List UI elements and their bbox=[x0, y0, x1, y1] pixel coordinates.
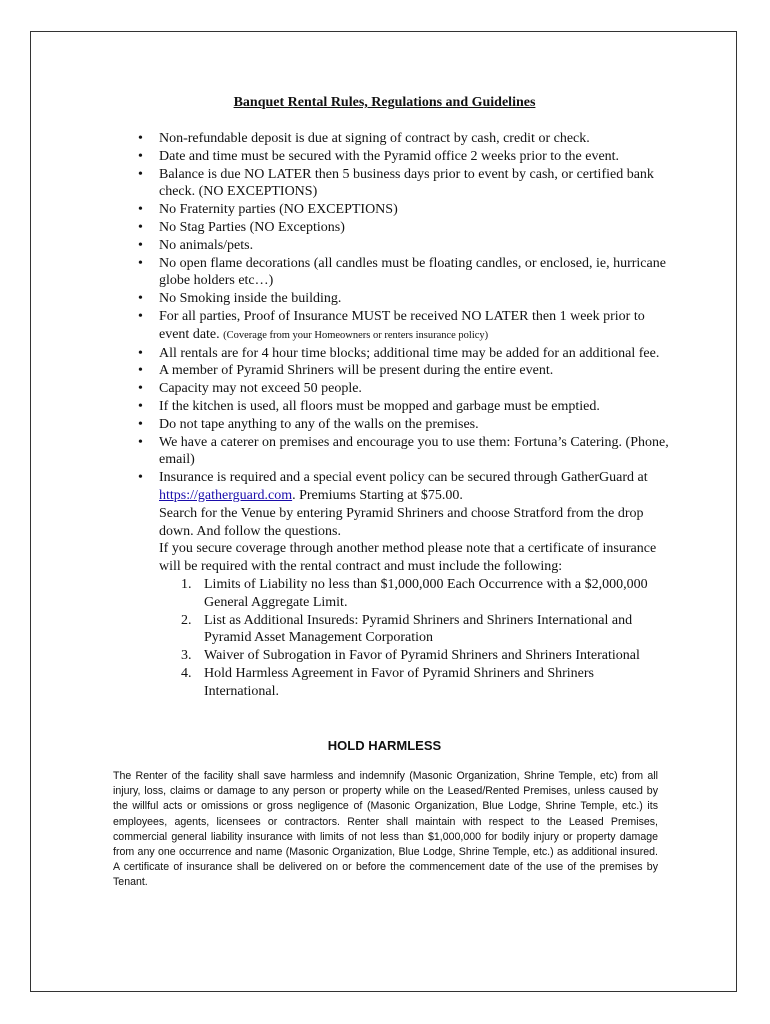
rule-item-insurance bbox=[159, 469, 671, 700]
requirement-number: 1. bbox=[181, 576, 192, 592]
requirement-text: Waiver of Subrogation in Favor of Pyramid Shriners and Shriners Interational bbox=[204, 648, 640, 664]
rule-item: • A member of Pyramid Shriners will be present during the entire event. bbox=[159, 362, 671, 380]
insurance-other-text: If you secure coverage through another method please note that a certificate of insurance will be required with the rental contract and must include the following: bbox=[159, 541, 657, 575]
requirement-text: Limits of Liability no less than $1,000,000 Each Occurrence with a $2,000,000 General Aggregate Limit. bbox=[204, 576, 648, 610]
requirement-text: List as Additional Insureds: Pyramid Shriners and Shriners International and Pyramid Asset Management Corporation bbox=[204, 612, 633, 646]
insurance-proof-text: For all parties, Proof of Insurance MUST be received NO LATER then 1 week prior to event date. bbox=[159, 308, 645, 342]
rules-list bbox=[159, 130, 671, 701]
gatherguard-link[interactable]: https://gatherguard.com bbox=[159, 487, 293, 503]
rule-item: • No Fraternity parties (NO EXCEPTIONS) bbox=[159, 201, 671, 219]
insurance-intro bbox=[159, 469, 671, 505]
hold-harmless-body: The Renter of the facility shall save harmless and indemnify (Masonic Organization, Shrine Temple, etc) from all injury, loss, claims or damage to any person or property while on the Leased/Rented Premises, unless caused by the willful acts or omissions or gross negligence of (Masonic Organization, Blue Lodge, Shrine Temple, etc.) its employees, agents, licensees or contractors. Renter shall maintain with respect to the Leased Premises, commercial general liability insurance with limits of not less than $1,000,000 for bodily injury or property damage from any one occurrence and name (Masonic Organization, Blue Lodge, Shrine Temple, etc.) as additional insured. A certificate of insurance shall be delivered on or before the commencement date of the use of the premises by Tenant. bbox=[113, 770, 658, 889]
requirement-text: Hold Harmless Agreement in Favor of Pyramid Shriners and Shriners International. bbox=[204, 665, 594, 699]
document-page bbox=[30, 31, 737, 992]
rule-item: • All rentals are for 4 hour time blocks; additional time may be added for an additional fee. bbox=[159, 345, 671, 363]
rule-item: • Non-refundable deposit is due at signing of contract by cash, credit or check. bbox=[159, 130, 671, 148]
requirement-item bbox=[159, 576, 671, 612]
requirement-number: 4. bbox=[181, 665, 192, 681]
insurance-search-text: Search for the Venue by entering Pyramid Shriners and choose Stratford from the drop down. And follow the questions. bbox=[159, 505, 644, 539]
requirement-number: 2. bbox=[181, 612, 192, 628]
rule-item: • If the kitchen is used, all floors must be mopped and garbage must be emptied. bbox=[159, 398, 671, 416]
rule-item: • Capacity may not exceed 50 people. bbox=[159, 380, 671, 398]
rule-item: • No open flame decorations (all candles must be floating candles, or enclosed, ie, hurricane globe holders etc…) bbox=[159, 255, 671, 291]
rule-item: • Balance is due NO LATER then 5 business days prior to event by cash, or certified bank check. (NO EXCEPTIONS) bbox=[159, 166, 671, 202]
document-title: Banquet Rental Rules, Regulations and Guidelines bbox=[233, 95, 536, 110]
requirement-item bbox=[159, 647, 671, 665]
rule-item: • Date and time must be secured with the Pyramid office 2 weeks prior to the event. bbox=[159, 148, 671, 166]
rule-item: • No Smoking inside the building. bbox=[159, 290, 671, 308]
rule-item-insurance-proof bbox=[159, 308, 671, 345]
rule-item: • No Stag Parties (NO Exceptions) bbox=[159, 219, 671, 237]
certificate-requirements-list bbox=[159, 576, 671, 701]
insurance-proof-note: (Coverage from your Homeowners or renters insurance policy) bbox=[223, 329, 489, 341]
insurance-premium-text: . Premiums Starting at $75.00. bbox=[292, 487, 463, 503]
hold-harmless-title: HOLD HARMLESS bbox=[327, 738, 442, 753]
requirement-item bbox=[159, 665, 671, 701]
rule-item: • No animals/pets. bbox=[159, 237, 671, 255]
requirement-number: 3. bbox=[181, 648, 192, 664]
insurance-intro-text: Insurance is required and a special event policy can be secured through GatherGuard at bbox=[159, 470, 648, 486]
rule-item: • Do not tape anything to any of the walls on the premises. bbox=[159, 416, 671, 434]
requirement-item bbox=[159, 612, 671, 648]
rule-item: • We have a caterer on premises and encourage you to use them: Fortuna’s Catering. (Phone, email) bbox=[159, 434, 671, 470]
